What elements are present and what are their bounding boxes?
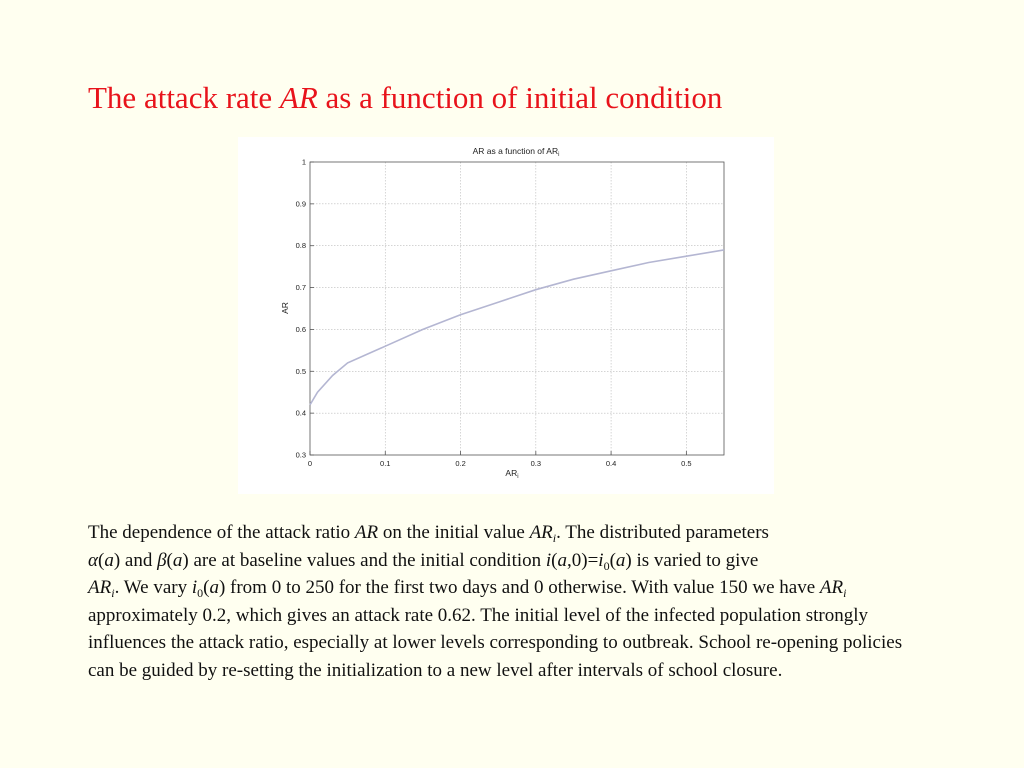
y-tick-label: 0.5 [295, 366, 306, 376]
y-tick-label: 1 [301, 157, 306, 167]
y-tick-label: 0.8 [295, 241, 306, 251]
chart-figure [238, 137, 774, 494]
y-tick-label: 0.6 [295, 324, 306, 334]
y-tick-label: 0.4 [295, 408, 306, 418]
y-tick-label: 0.9 [295, 199, 306, 209]
chart-series-line [310, 250, 724, 405]
slide-title: The attack rate AR as a function of initial condition [88, 80, 723, 115]
x-tick-label: 0.1 [380, 459, 391, 468]
x-tick-label: 0.2 [455, 459, 466, 468]
caption-paragraph: The dependence of the attack ratio AR on the initial value $AR_i$. The distributed parameters α(a) and β(a) are at baseline values and the initial condition $i(a,0)=i_0(a)$ is varied to give $AR_i$. We vary $i_0(a)$ from 0 to 250 for the first two days and 0 otherwise. With value 150 we have $AR_i$ approximately 0.2, which gives an attack rate 0.62. The initial level of the infected population strongly influences the attack ratio, especially at lower levels corresponding to outbreak. School re-opening policies can be guided by re-setting the initialization to a new level after intervals of school closure. [88, 522, 903, 681]
chart-ylabel: AR [280, 302, 290, 314]
y-tick-label: 0.3 [295, 450, 306, 460]
x-tick-label: 0.4 [605, 459, 617, 468]
chart-svg [238, 137, 774, 494]
chart-title: AR as a function of $AR_i$ [472, 146, 560, 158]
chart-xlabel: $AR_i$ [505, 468, 519, 480]
x-tick-label: 0 [307, 459, 313, 468]
y-tick-label: 0.7 [295, 283, 306, 293]
chart-grid [310, 162, 724, 455]
chart-plot-area [310, 162, 724, 455]
x-tick-label: 0.3 [530, 459, 542, 468]
x-tick-label: 0.5 [681, 459, 692, 468]
